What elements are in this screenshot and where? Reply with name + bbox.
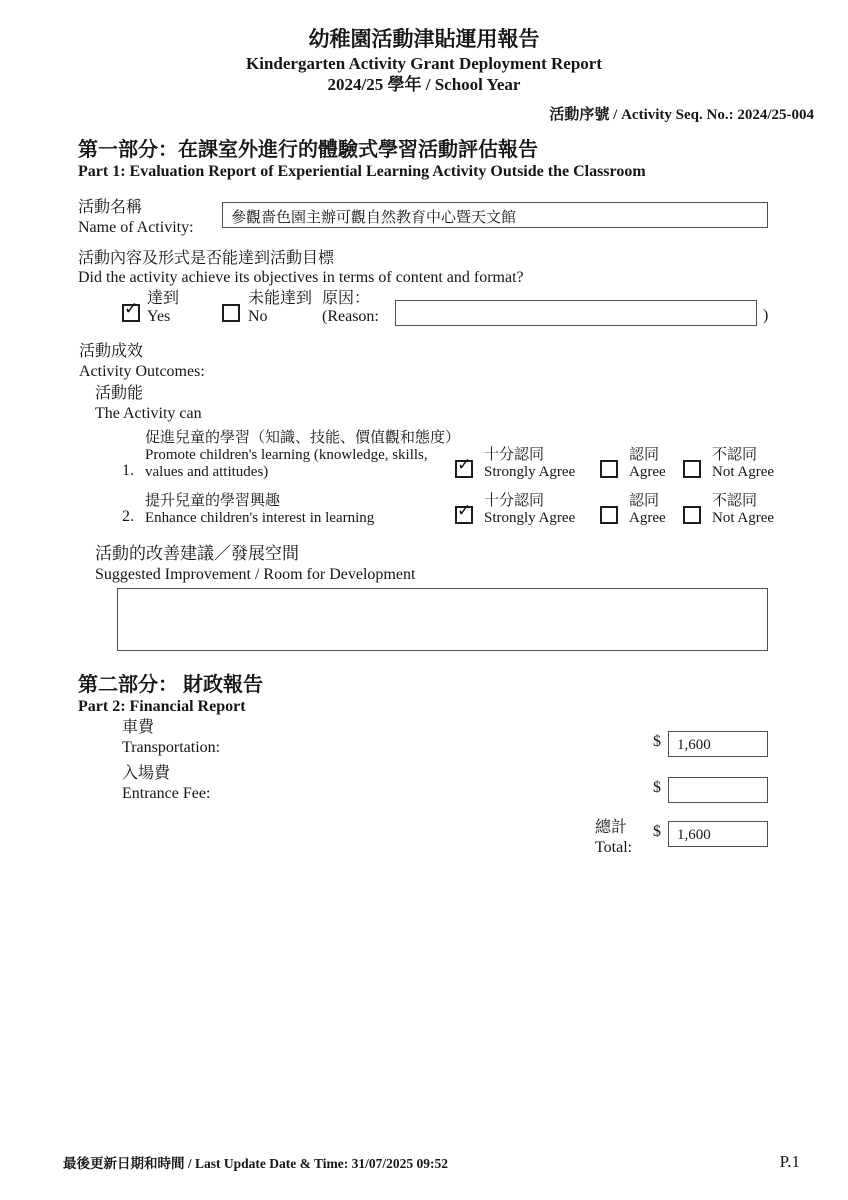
- part2-heading-en: Part 2: Financial Report: [78, 698, 246, 715]
- part2-heading: [78, 674, 263, 717]
- objective-question: 活動內容及形式是否能達到活動目標 Did the activity achieve its objectives in terms of content and format?: [78, 250, 524, 286]
- check-icon: ✓: [457, 455, 472, 475]
- page-number: P.1: [779, 1152, 800, 1171]
- dollar-sign: $: [653, 823, 661, 840]
- activity-can-label: 活動能 The Activity can: [95, 385, 202, 422]
- total-label: 總計 Total:: [595, 819, 633, 856]
- item1-agree-option: 認同 Agree: [600, 447, 666, 481]
- document-header: [0, 27, 848, 95]
- outcome-item-2: 2. 提升兒童的學習興趣 Enhance children's interest in learning ✓ 十分認同 Strongly Agree 認同 Agree 不認同 Not Agree: [122, 493, 775, 526]
- yes-label: 達到 Yes: [147, 290, 180, 325]
- item2-not-agree-option: 不認同 Not Agree: [683, 493, 774, 527]
- objective-answer-row: [122, 289, 782, 327]
- item2-strongly-agree-checkbox[interactable]: [455, 501, 473, 524]
- no-checkbox[interactable]: [222, 304, 240, 322]
- outcome-item-2-desc: 提升兒童的學習興趣 Enhance children's interest in learning: [145, 493, 375, 526]
- item2-agree-checkbox[interactable]: [600, 506, 618, 524]
- total-input[interactable]: [668, 821, 768, 847]
- total-row: [122, 808, 768, 856]
- activity-name-label: 活動名稱 Name of Activity:: [78, 199, 194, 236]
- item1-strongly-agree-option: ✓ 十分認同 Strongly Agree: [457, 447, 576, 480]
- item1-strongly-agree-checkbox[interactable]: [455, 455, 473, 478]
- activity-name-row: [78, 198, 768, 238]
- transportation-input[interactable]: [668, 731, 768, 757]
- dollar-sign: $: [653, 779, 661, 796]
- part1-heading-zh: 第一部分：在課室外進行的體驗式學習活動評估報告: [78, 139, 538, 161]
- check-icon: ✓: [457, 501, 472, 521]
- part1-heading: [78, 139, 646, 182]
- outcomes-label: 活動成效 Activity Outcomes:: [79, 343, 205, 380]
- item1-not-agree-checkbox[interactable]: [683, 460, 701, 478]
- reason-close-paren: ): [763, 307, 769, 324]
- yes-checkbox[interactable]: [122, 299, 140, 322]
- part1-heading-en: Part 1: Evaluation Report of Experiential Learning Activity Outside the Classroom: [78, 163, 646, 180]
- title-en: Kindergarten Activity Grant Deployment Report: [246, 54, 602, 73]
- last-update-text: 最後更新日期和時間 / Last Update Date & Time: 31/07/2025 09:52: [63, 1156, 448, 1171]
- entrance-fee-row: [122, 764, 768, 804]
- improvement-label: 活動的改善建議／發展空間 Suggested Improvement / Room for Development: [95, 544, 416, 583]
- item2-strongly-agree-option: ✓ 十分認同 Strongly Agree: [457, 493, 576, 526]
- entrance-fee-input[interactable]: [668, 777, 768, 803]
- part2-heading-zh: 第二部分： 財政報告: [78, 674, 263, 696]
- dollar-sign: $: [653, 733, 661, 750]
- outcome-item-1-desc: 促進兒童的學習（知識、技能、價值觀和態度） Promote children's learning (knowledge, skills, values and attitudes): [145, 430, 461, 480]
- reason-label: 原因： (Reason:: [322, 290, 379, 325]
- improvement-textarea[interactable]: [117, 588, 768, 651]
- reason-input[interactable]: [395, 300, 757, 326]
- entrance-fee-label: 入場費 Entrance Fee:: [122, 765, 211, 802]
- item1-agree-checkbox[interactable]: [600, 460, 618, 478]
- item2-agree-option: 認同 Agree: [600, 493, 666, 527]
- no-label: 未能達到 No: [248, 290, 313, 325]
- item1-not-agree-option: 不認同 Not Agree: [683, 447, 774, 481]
- activity-seq-no: 活動序號 / Activity Seq. No.: 2024/25-004: [549, 107, 814, 123]
- title-zh: 幼稚園活動津貼運用報告: [308, 27, 540, 51]
- transportation-row: [122, 718, 768, 758]
- school-year: 2024/25 學年 / School Year: [327, 75, 521, 94]
- transportation-label: 車費 Transportation:: [122, 719, 221, 756]
- page-footer: [63, 1152, 800, 1172]
- activity-name-input[interactable]: [222, 202, 768, 228]
- item2-not-agree-checkbox[interactable]: [683, 506, 701, 524]
- check-icon: ✓: [124, 299, 139, 319]
- outcome-item-1: 1. 促進兒童的學習（知識、技能、價值觀和態度） Promote children's learning (knowledge, skills, values and attitudes) ✓ 十分認同 Strongly Agree 認同 Agree 不認同 Not Agree: [122, 430, 775, 480]
